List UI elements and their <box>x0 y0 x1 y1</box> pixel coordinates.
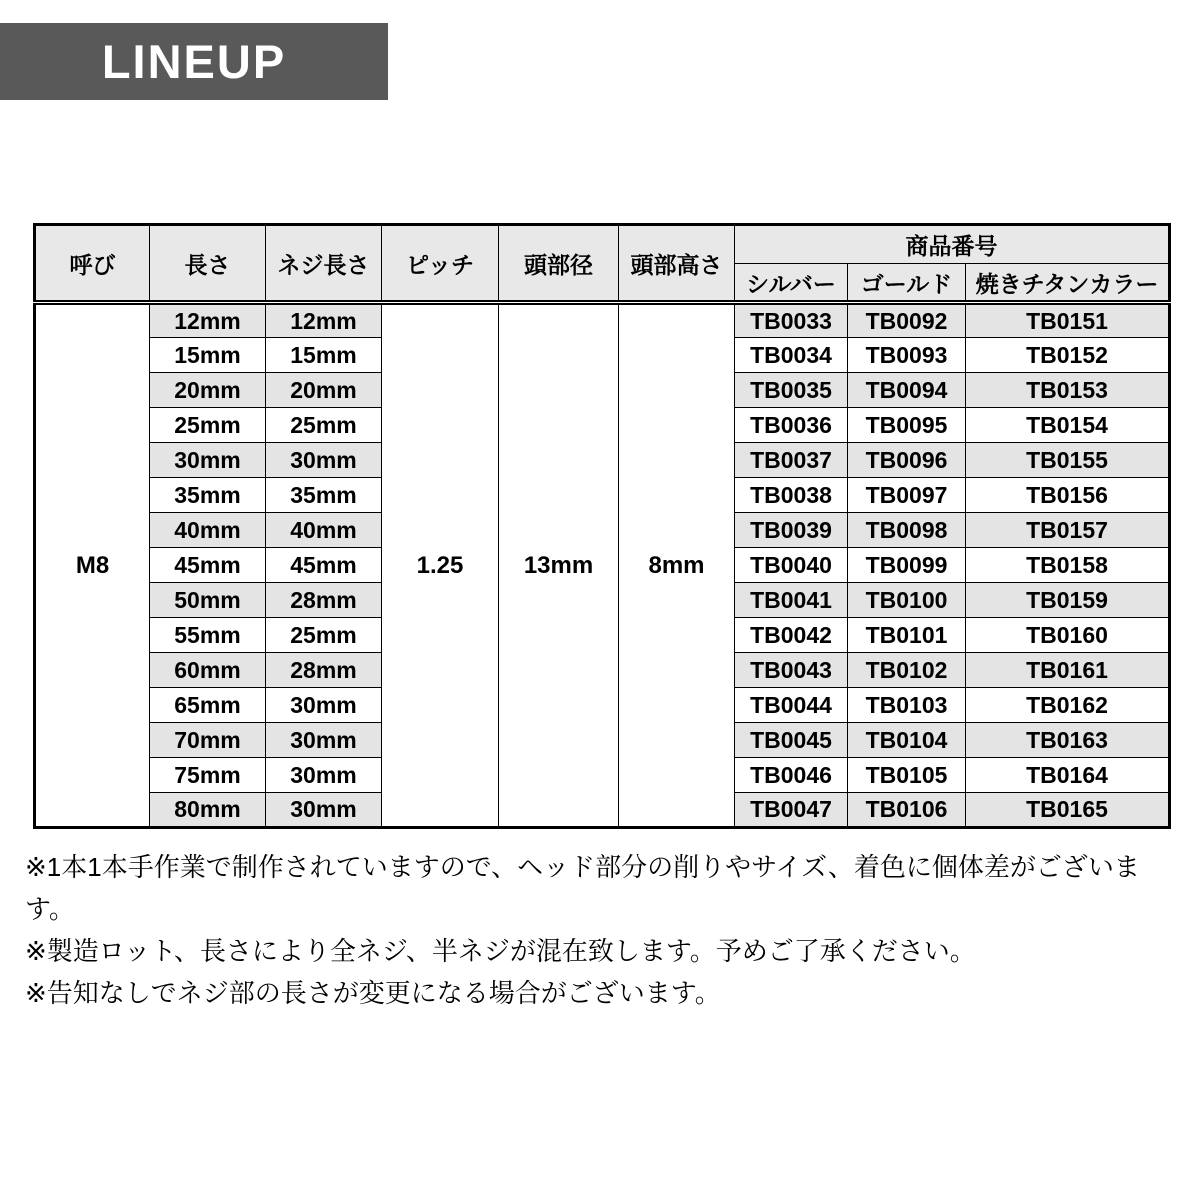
pitch-cell: 1.25 <box>382 303 499 828</box>
spec-table-container <box>33 223 1171 829</box>
thread-length-cell: 35mm <box>266 478 382 513</box>
silver-code-cell: TB0039 <box>735 513 848 548</box>
gold-code-cell: TB0099 <box>848 548 966 583</box>
thread-length-cell: 40mm <box>266 513 382 548</box>
note-line: ※1本1本手作業で制作されていますので、ヘッド部分の削りやサイズ、着色に個体差がございます。 <box>25 852 1140 924</box>
silver-code-cell: TB0038 <box>735 478 848 513</box>
titanium-code-cell: TB0153 <box>966 373 1170 408</box>
length-cell: 70mm <box>150 723 266 758</box>
titanium-code-cell: TB0163 <box>966 723 1170 758</box>
length-cell: 35mm <box>150 478 266 513</box>
length-cell: 30mm <box>150 443 266 478</box>
length-cell: 50mm <box>150 583 266 618</box>
silver-code-cell: TB0042 <box>735 618 848 653</box>
col-header-head-diameter: 頭部径 <box>499 225 619 303</box>
titanium-code-cell: TB0159 <box>966 583 1170 618</box>
silver-code-cell: TB0033 <box>735 303 848 338</box>
gold-code-cell: TB0105 <box>848 758 966 793</box>
name-cell: M8 <box>35 303 150 828</box>
silver-code-cell: TB0034 <box>735 338 848 373</box>
silver-code-cell: TB0037 <box>735 443 848 478</box>
col-header-pitch: ピッチ <box>382 225 499 303</box>
titanium-code-cell: TB0162 <box>966 688 1170 723</box>
gold-code-cell: TB0097 <box>848 478 966 513</box>
titanium-code-cell: TB0158 <box>966 548 1170 583</box>
length-cell: 15mm <box>150 338 266 373</box>
thread-length-cell: 28mm <box>266 653 382 688</box>
titanium-code-cell: TB0154 <box>966 408 1170 443</box>
gold-code-cell: TB0100 <box>848 583 966 618</box>
thread-length-cell: 45mm <box>266 548 382 583</box>
note-line: ※製造ロット、長さにより全ネジ、半ネジが混在致します。予めご了承ください。 <box>25 936 976 966</box>
col-header-head-height: 頭部高さ <box>619 225 735 303</box>
silver-code-cell: TB0036 <box>735 408 848 443</box>
col-header-length: 長さ <box>150 225 266 303</box>
gold-code-cell: TB0106 <box>848 793 966 828</box>
length-cell: 55mm <box>150 618 266 653</box>
silver-code-cell: TB0045 <box>735 723 848 758</box>
col-header-gold: ゴールド <box>848 264 966 303</box>
gold-code-cell: TB0103 <box>848 688 966 723</box>
length-cell: 40mm <box>150 513 266 548</box>
length-cell: 80mm <box>150 793 266 828</box>
silver-code-cell: TB0035 <box>735 373 848 408</box>
gold-code-cell: TB0096 <box>848 443 966 478</box>
titanium-code-cell: TB0156 <box>966 478 1170 513</box>
col-header-silver: シルバー <box>735 264 848 303</box>
silver-code-cell: TB0043 <box>735 653 848 688</box>
silver-code-cell: TB0041 <box>735 583 848 618</box>
col-header-titanium: 焼きチタンカラー <box>966 264 1170 303</box>
thread-length-cell: 30mm <box>266 688 382 723</box>
thread-length-cell: 30mm <box>266 758 382 793</box>
length-cell: 45mm <box>150 548 266 583</box>
titanium-code-cell: TB0155 <box>966 443 1170 478</box>
gold-code-cell: TB0102 <box>848 653 966 688</box>
length-cell: 60mm <box>150 653 266 688</box>
head-height-cell: 8mm <box>619 303 735 828</box>
silver-code-cell: TB0044 <box>735 688 848 723</box>
table-row <box>35 303 1170 338</box>
length-cell: 20mm <box>150 373 266 408</box>
silver-code-cell: TB0040 <box>735 548 848 583</box>
thread-length-cell: 30mm <box>266 443 382 478</box>
lineup-banner-title: LINEUP <box>101 35 287 88</box>
thread-length-cell: 25mm <box>266 408 382 443</box>
titanium-code-cell: TB0165 <box>966 793 1170 828</box>
gold-code-cell: TB0093 <box>848 338 966 373</box>
thread-length-cell: 25mm <box>266 618 382 653</box>
spec-table <box>33 223 1171 829</box>
thread-length-cell: 20mm <box>266 373 382 408</box>
titanium-code-cell: TB0152 <box>966 338 1170 373</box>
lineup-banner <box>0 23 388 100</box>
gold-code-cell: TB0098 <box>848 513 966 548</box>
silver-code-cell: TB0046 <box>735 758 848 793</box>
thread-length-cell: 12mm <box>266 303 382 338</box>
col-header-product-number: 商品番号 <box>735 225 1170 264</box>
gold-code-cell: TB0095 <box>848 408 966 443</box>
head-diameter-cell: 13mm <box>499 303 619 828</box>
silver-code-cell: TB0047 <box>735 793 848 828</box>
thread-length-cell: 28mm <box>266 583 382 618</box>
gold-code-cell: TB0092 <box>848 303 966 338</box>
titanium-code-cell: TB0164 <box>966 758 1170 793</box>
titanium-code-cell: TB0160 <box>966 618 1170 653</box>
col-header-thread-length: ネジ長さ <box>266 225 382 303</box>
gold-code-cell: TB0101 <box>848 618 966 653</box>
footnotes <box>25 846 1175 1014</box>
titanium-code-cell: TB0151 <box>966 303 1170 338</box>
length-cell: 12mm <box>150 303 266 338</box>
titanium-code-cell: TB0157 <box>966 513 1170 548</box>
titanium-code-cell: TB0161 <box>966 653 1170 688</box>
length-cell: 75mm <box>150 758 266 793</box>
gold-code-cell: TB0104 <box>848 723 966 758</box>
thread-length-cell: 30mm <box>266 793 382 828</box>
gold-code-cell: TB0094 <box>848 373 966 408</box>
header-row-1 <box>35 225 1170 264</box>
length-cell: 25mm <box>150 408 266 443</box>
length-cell: 65mm <box>150 688 266 723</box>
col-header-name: 呼び <box>35 225 150 303</box>
thread-length-cell: 15mm <box>266 338 382 373</box>
thread-length-cell: 30mm <box>266 723 382 758</box>
note-line: ※告知なしでネジ部の長さが変更になる場合がございます。 <box>25 978 721 1008</box>
